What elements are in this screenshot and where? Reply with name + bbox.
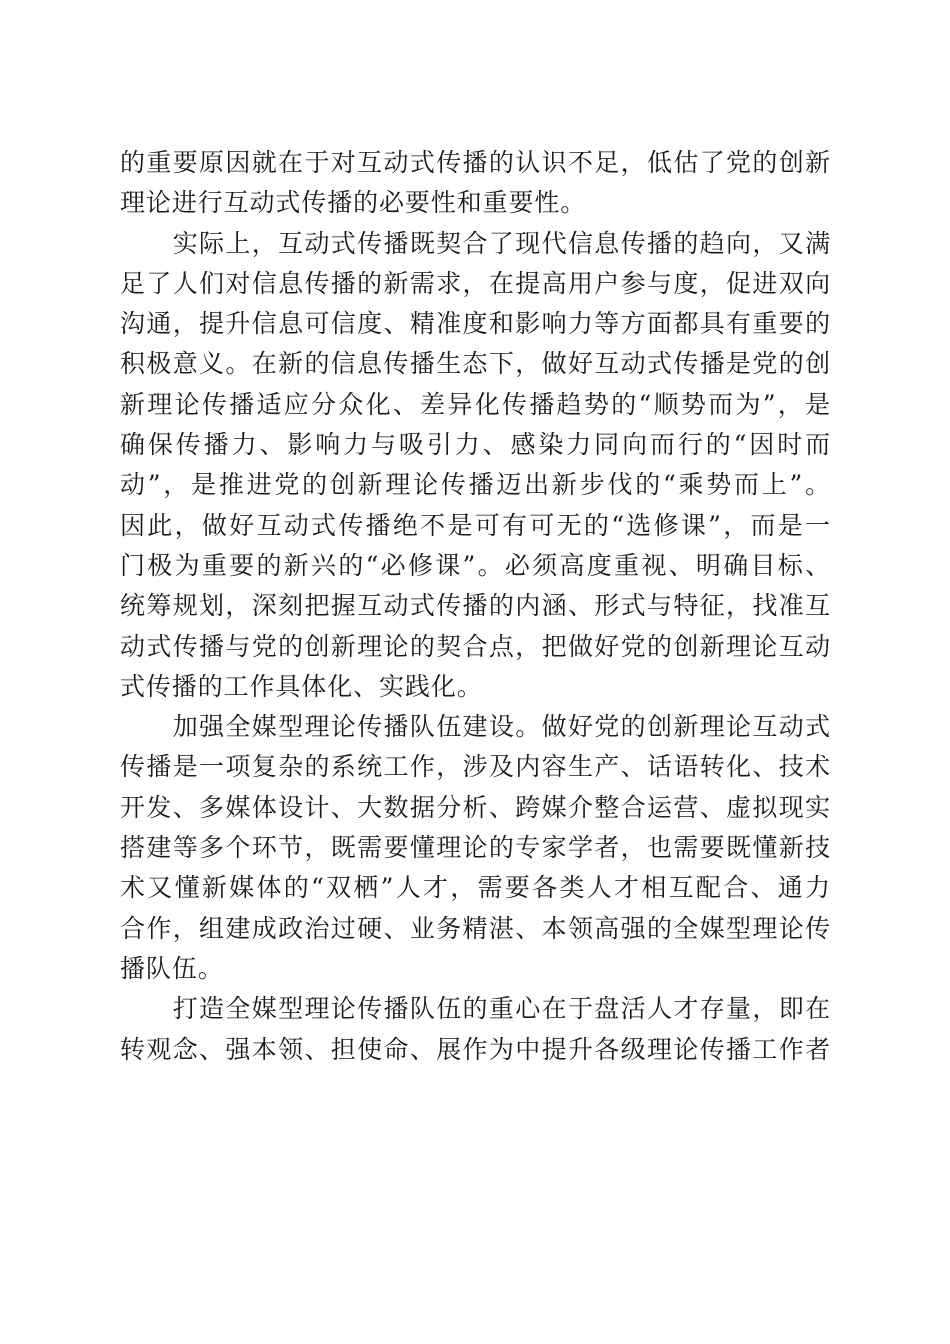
- text-line: 传播是一项复杂的系统工作，涉及内容生产、话语转化、技术: [120, 752, 831, 782]
- text-line: 理论进行互动式传播的必要性和重要性。: [120, 188, 587, 218]
- text-line: 确保传播力、影响力与吸引力、感染力同向而行的“因时而: [120, 430, 831, 460]
- text-line: 新理论传播适应分众化、差异化传播趋势的“顺势而为”，是: [120, 389, 831, 419]
- body-text: [120, 143, 831, 1070]
- text-line: 动”，是推进党的创新理论传播迈出新步伐的“乘势而上”。: [120, 470, 831, 500]
- text-line: 积极意义。在新的信息传播生态下，做好互动式传播是党的创: [120, 349, 831, 379]
- text-line: 实际上，互动式传播既契合了现代信息传播的趋向，又满: [120, 228, 831, 258]
- text-line: 打造全媒型理论传播队伍的重心在于盘活人才存量，即在: [120, 994, 831, 1024]
- text-line: 播队伍。: [120, 953, 224, 983]
- text-line: 沟通，提升信息可信度、精准度和影响力等方面都具有重要的: [120, 309, 831, 339]
- text-line: 门极为重要的新兴的“必修课”。必须高度重视、明确目标、: [120, 550, 831, 580]
- text-line: 足了人们对信息传播的新需求，在提高用户参与度，促进双向: [120, 268, 831, 298]
- text-line: 转观念、强本领、担使命、展作为中提升各级理论传播工作者: [120, 1034, 831, 1064]
- text-line: 搭建等多个环节，既需要懂理论的专家学者，也需要既懂新技: [120, 833, 831, 863]
- text-line: 动式传播与党的创新理论的契合点，把做好党的创新理论互动: [120, 631, 831, 661]
- text-line: 合作，组建成政治过硬、业务精湛、本领高强的全媒型理论传: [120, 913, 831, 943]
- text-line: 统筹规划，深刻把握互动式传播的内涵、形式与特征，找准互: [120, 591, 831, 621]
- text-line: 式传播的工作具体化、实践化。: [120, 671, 483, 701]
- text-line: 的重要原因就在于对互动式传播的认识不足，低估了党的创新: [120, 148, 831, 177]
- text-line: 因此，做好互动式传播绝不是可有可无的“选修课”，而是一: [120, 510, 831, 540]
- text-line: 开发、多媒体设计、大数据分析、跨媒介整合运营、虚拟现实: [120, 792, 831, 822]
- text-line: 加强全媒型理论传播队伍建设。做好党的创新理论互动式: [120, 712, 831, 742]
- text-line: 术又懂新媒体的“双栖”人才，需要各类人才相互配合、通力: [120, 873, 831, 903]
